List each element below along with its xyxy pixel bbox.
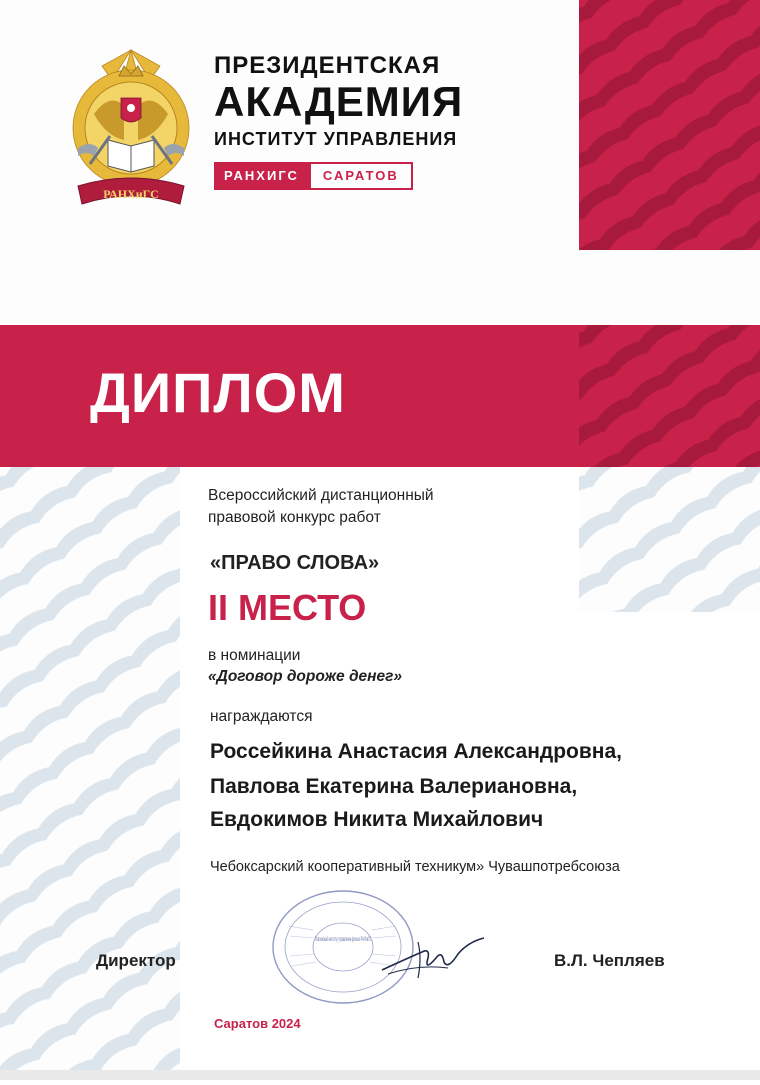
academy-name-line2: АКАДЕМИЯ — [214, 78, 464, 125]
red-stripe-pattern — [579, 0, 760, 250]
badge-ranepa: РАНХИГС — [214, 162, 309, 190]
band-pattern — [579, 325, 760, 467]
academy-name-line3: ИНСТИТУТ УПРАВЛЕНИЯ — [214, 129, 458, 149]
emblem-ribbon-text: РАНХиГС — [103, 187, 159, 201]
contest-name: «ПРАВО СЛОВА» — [210, 552, 380, 574]
winner-name: Россейкина Анастасия Александровна, — [210, 740, 622, 763]
right-light-pattern — [579, 467, 760, 612]
ranepa-saratov-badge — [214, 162, 413, 190]
awarded-label: награждаются — [210, 708, 313, 725]
signatory-name: В.Л. Чепляев — [554, 951, 665, 970]
band-stripe-pattern — [579, 325, 760, 467]
winner-name: Павлова Екатерина Валериановна, — [210, 775, 578, 798]
stamp-text: Поволжский институт управления филиал РАНХиГС — [315, 937, 462, 943]
right-stripe-pattern — [579, 467, 760, 612]
nomination-label: в номинации — [208, 647, 301, 664]
diploma-title: ДИПЛОМ — [90, 361, 346, 424]
academy-emblem-icon — [64, 36, 198, 214]
contest-description — [208, 485, 434, 529]
director-position: Директор — [96, 951, 176, 970]
winner-name: Евдокимов Никита Михайлович — [210, 808, 544, 831]
nomination-name: «Договор дороже денег» — [208, 668, 403, 685]
organization-name: Чебоксарский кооперативный техникум» Чувашпотребсоюза — [210, 859, 620, 875]
academy-name-line1: ПРЕЗИДЕНТСКАЯ — [214, 52, 441, 79]
intro-line-1: Всероссийский дистанционный — [208, 487, 434, 504]
left-light-pattern — [0, 467, 180, 1080]
intro-line-2: правовой конкурс работ — [208, 509, 381, 526]
director-signature-icon — [378, 928, 488, 988]
place-award: II МЕСТО — [208, 587, 367, 628]
badge-saratov: САРАТОВ — [309, 162, 413, 190]
left-stripe-pattern — [0, 467, 180, 1080]
bottom-strip — [0, 1070, 760, 1080]
city-year: Саратов 2024 — [214, 1016, 301, 1031]
top-red-pattern-block — [579, 0, 760, 250]
